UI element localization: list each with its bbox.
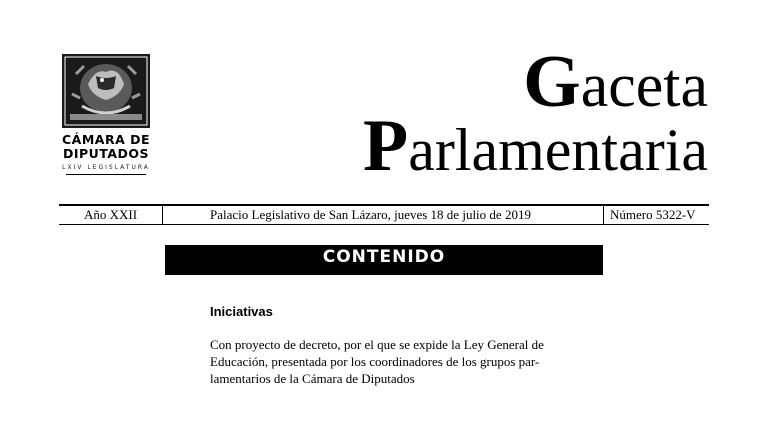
place-and-date: Palacio Legislativo de San Lázaro, jueves 18 de julio de 2019	[210, 207, 531, 222]
gazette-title	[363, 41, 708, 187]
issue-year: Año XXII	[84, 207, 138, 222]
contents-banner: CONTENIDO	[165, 245, 603, 275]
initiative-description: Con proyecto de decreto, por el que se expide la Ley General de Educación, presentada por los coordinadores de los grupos par- lamentarios de la Cámara de Diputados	[210, 337, 544, 386]
section-heading: Iniciativas	[210, 304, 273, 319]
info-bar-bottom-rule	[59, 224, 709, 225]
info-bar-top-rule	[59, 204, 709, 206]
legislature-label: LXIV LEGISLATURA	[62, 164, 150, 171]
chamber-line-2: DIPUTADOS	[62, 146, 150, 161]
title-line-2-rest: arlamentaria	[408, 117, 708, 183]
title-initial-g: G	[523, 41, 581, 123]
title-line-1	[363, 41, 708, 123]
issue-number: Número 5322-V	[610, 207, 696, 222]
title-initial-p: P	[363, 105, 409, 187]
info-bar-divider	[603, 206, 604, 224]
chamber-name	[60, 133, 152, 161]
chamber-line-1: CÁMARA DE	[61, 132, 151, 147]
title-line-2	[363, 105, 708, 187]
legislature-rule	[66, 174, 146, 175]
title-line-1-rest: aceta	[580, 52, 708, 120]
info-bar-divider	[162, 206, 163, 224]
coat-of-arms-seal-icon	[62, 54, 150, 128]
